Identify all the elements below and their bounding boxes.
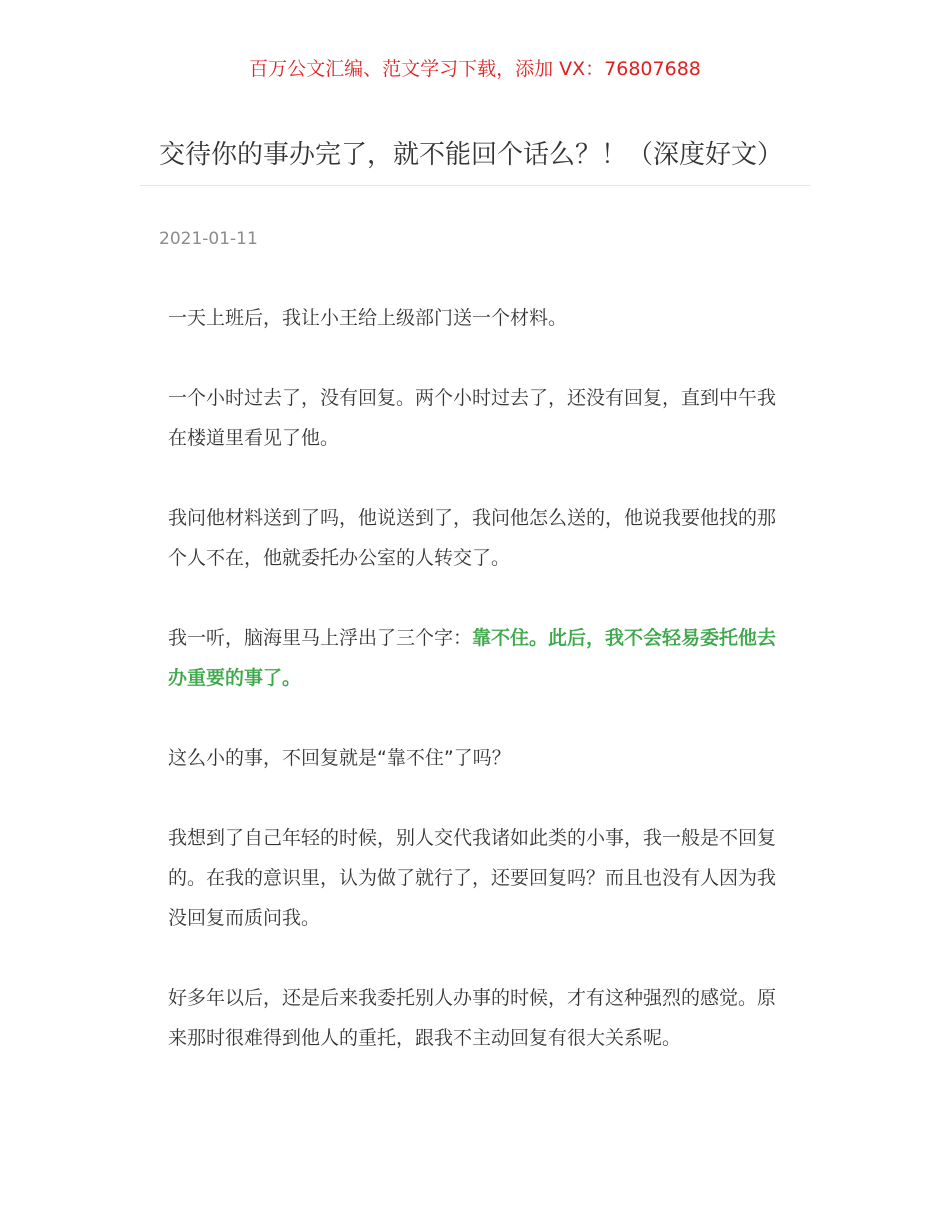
paragraph	[168, 978, 788, 1058]
title-divider	[140, 185, 810, 186]
highlighted-text: 靠不住。此后，我不会轻易委托他去办重要的事了。	[168, 627, 777, 689]
paragraph-text: 一个小时过去了，没有回复。两个小时过去了，还没有回复，直到中午我在楼道里看见了他。	[168, 387, 777, 449]
paragraph-text: 好多年以后，还是后来我委托别人办事的时候，才有这种强烈的感觉。原来那时很难得到他人的重托，跟我不主动回复有很大关系呢。	[168, 987, 777, 1049]
paragraph	[168, 498, 788, 578]
article-title: 交待你的事办完了，就不能回个话么？！（深度好文）	[159, 140, 784, 170]
paragraph	[168, 618, 788, 698]
paragraph-text: 我想到了自己年轻的时候，别人交代我诸如此类的小事，我一般是不回复的。在我的意识里，认为做了就行了，还要回复吗？而且也没有人因为我没回复而质问我。	[168, 827, 777, 929]
article-body	[168, 298, 788, 1098]
paragraph-text: 一天上班后，我让小王给上级部门送一个材料。	[168, 307, 568, 329]
publish-date: 2021-01-11	[159, 229, 258, 249]
paragraph	[168, 378, 788, 458]
paragraph	[168, 818, 788, 938]
paragraph-text: 这么小的事，不回复就是“靠不住”了吗？	[168, 747, 511, 769]
paragraph-text: 我问他材料送到了吗，他说送到了，我问他怎么送的，他说我要他找的那个人不在，他就委托办公室的人转交了。	[168, 507, 777, 569]
paragraph	[168, 298, 788, 338]
watermark-banner: 百万公文汇编、范文学习下载，添加 VX：76807688	[249, 58, 701, 80]
paragraph	[168, 738, 788, 778]
paragraph-text: 我一听，脑海里马上浮出了三个字：	[168, 627, 473, 649]
